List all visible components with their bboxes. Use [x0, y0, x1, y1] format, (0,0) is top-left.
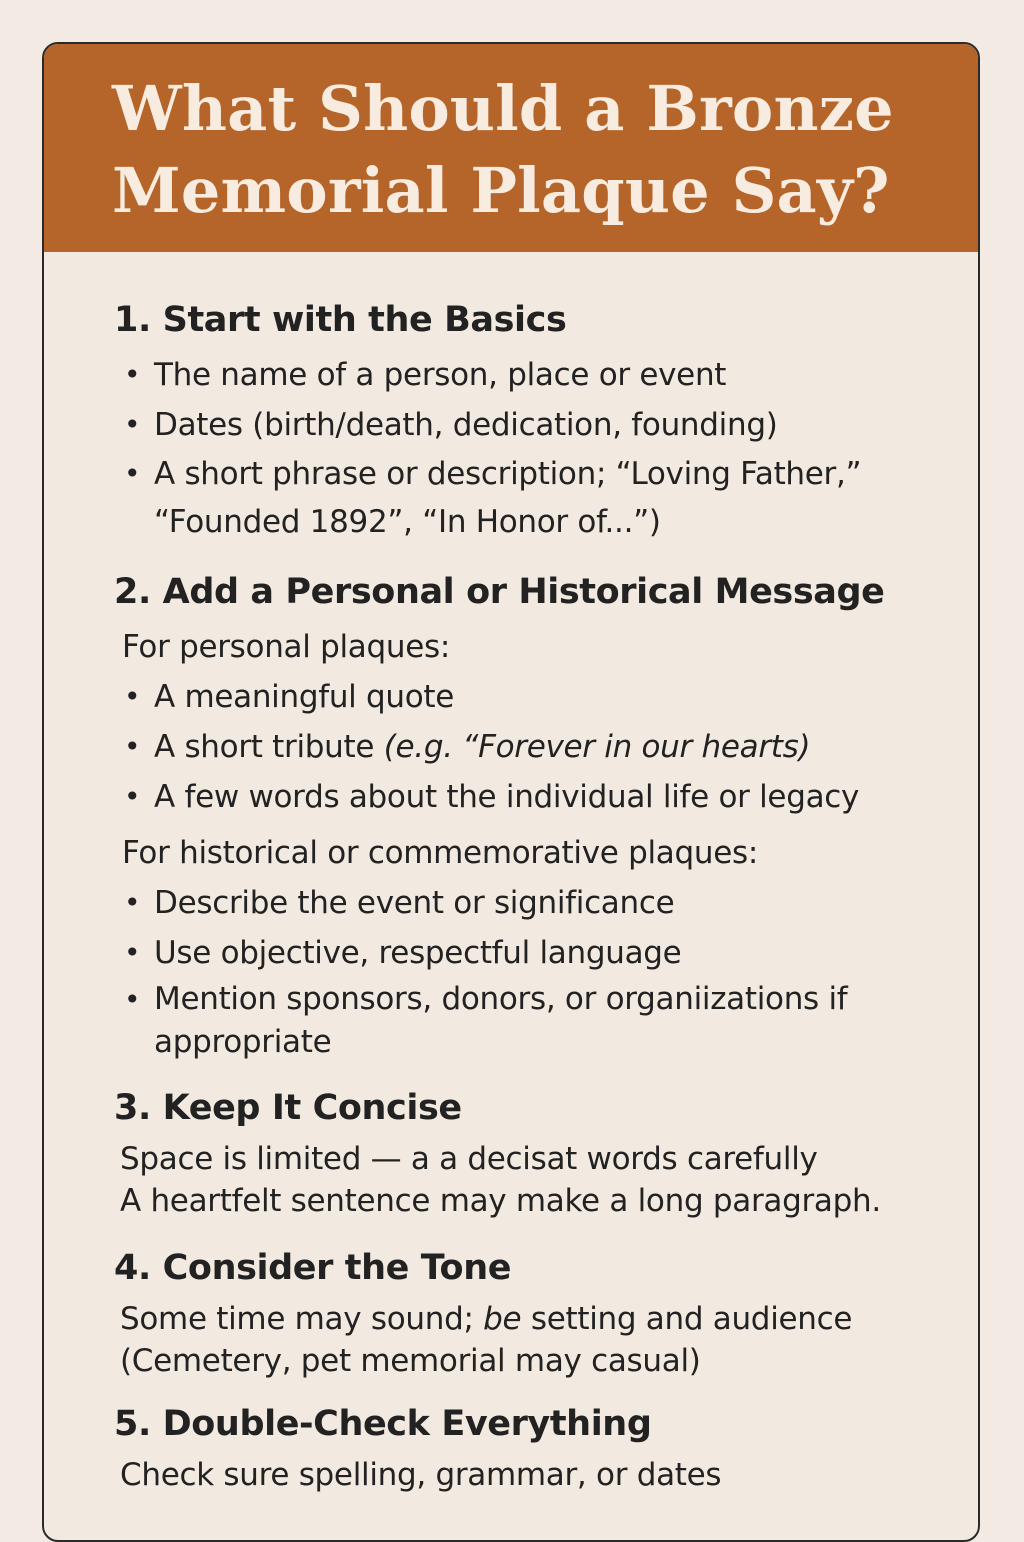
list-item: • A short tribute (e.g. “Forever in our hearts)	[114, 722, 938, 772]
title-banner	[44, 44, 978, 252]
section-double-check	[114, 1400, 938, 1496]
section-heading: 4. Consider the Tone	[114, 1248, 512, 1288]
bullet-icon: •	[124, 886, 141, 919]
plaque-guide-card	[42, 42, 980, 1542]
historical-plaques-label: For historical or commemorative plaques:	[122, 835, 758, 871]
bullet-icon: •	[124, 680, 141, 713]
section-basics	[114, 296, 938, 546]
historical-list	[114, 878, 938, 1064]
bullet-icon: •	[124, 983, 141, 1016]
section-concise	[114, 1084, 938, 1222]
section-tone	[114, 1244, 938, 1382]
bullet-icon: •	[124, 936, 141, 969]
list-item: • A few words about the individual life or legacy	[114, 772, 938, 822]
bullet-icon: •	[124, 358, 141, 391]
list-item: • A meaningful quote	[114, 672, 938, 722]
bullet-icon: •	[124, 730, 141, 763]
list-item: • Describe the event or significance	[114, 878, 938, 928]
guide-content	[44, 252, 978, 1496]
tribute-example: (e.g. “Forever in our hearts)	[383, 729, 811, 765]
section-heading: 3. Keep It Concise	[114, 1088, 462, 1128]
bullet-icon: •	[124, 780, 141, 813]
list-item: • The name of a person, place or event	[114, 350, 938, 400]
bullet-icon: •	[124, 457, 141, 490]
concise-text: Space is limited — a a decisat words carefully A heartfelt sentence may make a long paragraph.	[120, 1141, 881, 1219]
bullet-icon: •	[124, 408, 141, 441]
section-heading: 2. Add a Personal or Historical Message	[114, 572, 885, 612]
personal-list	[114, 672, 938, 822]
section-message	[114, 568, 938, 1064]
section-heading: 1. Start with the Basics	[114, 300, 567, 340]
list-item: • A short phrase or description; “Loving Father,” “Founded 1892”, “In Honor of...”)	[114, 450, 938, 546]
list-item: • Mention sponsors, donors, or organiizations if appropriate	[114, 978, 938, 1064]
page-title: What Should a Bronze Memorial Plaque Say?	[112, 72, 894, 227]
section-heading: 5. Double-Check Everything	[114, 1404, 652, 1444]
tone-text: Some time may sound; be setting and audience (Cemetery, pet memorial may casual)	[120, 1301, 853, 1379]
double-check-text: Check sure spelling, grammar, or dates	[120, 1457, 722, 1493]
basics-list	[114, 350, 938, 546]
list-item: • Use objective, respectful language	[114, 928, 938, 978]
personal-plaques-label: For personal plaques:	[122, 629, 450, 665]
list-item: • Dates (birth/death, dedication, founding)	[114, 400, 938, 450]
